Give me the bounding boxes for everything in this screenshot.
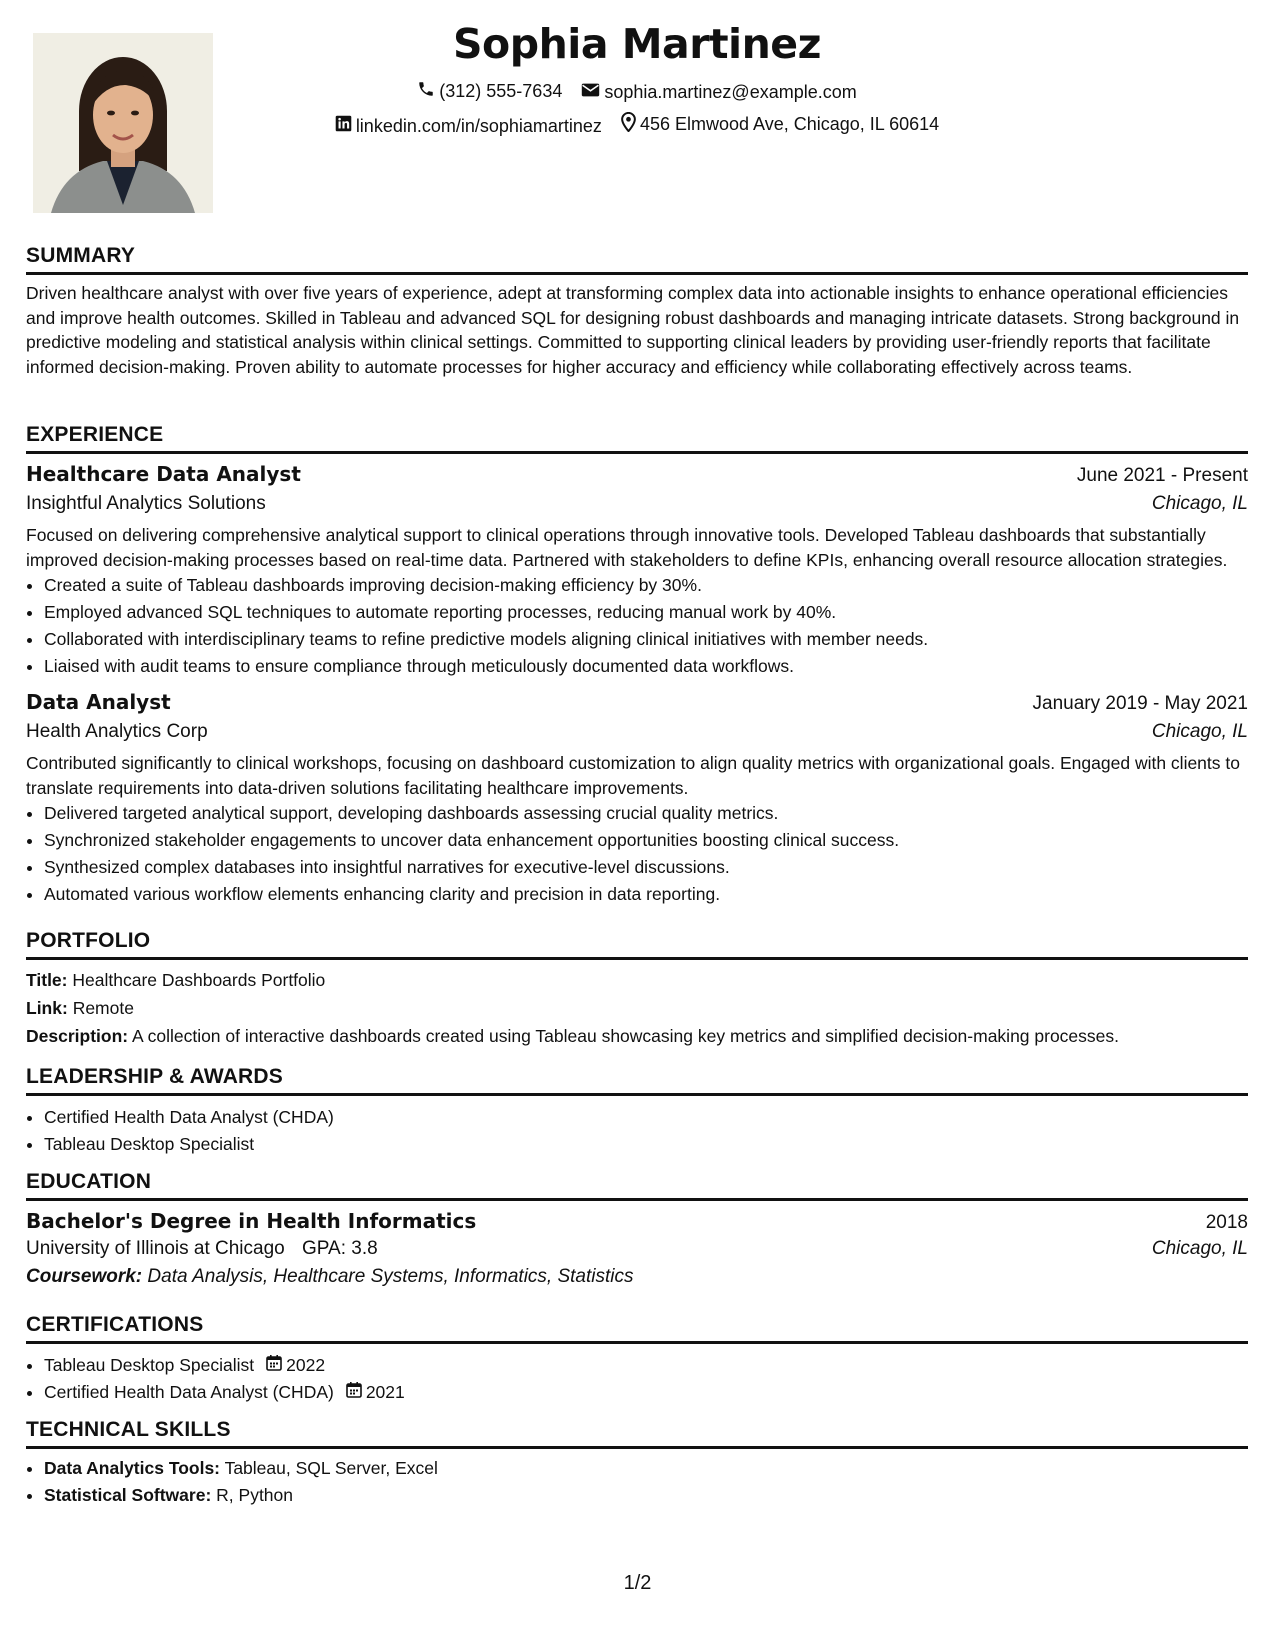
list-item: • Synchronized stakeholder engagements to uncover data enhancement opportunities boosting clinical success. <box>44 827 1248 854</box>
leadership-section <box>26 1065 1248 1158</box>
list-item: • Synthesized complex databases into insightful narratives for executive-level discussions. <box>44 854 1248 881</box>
portfolio-title-row <box>26 966 1248 994</box>
list-item: • Liaised with audit teams to ensure compliance through meticulously documented data workflows. <box>44 653 1248 680</box>
section-title: EXPERIENCE <box>26 423 1248 454</box>
contact-line-secondary <box>26 112 1248 137</box>
portfolio-link-row <box>26 994 1248 1022</box>
email-text: sophia.martinez@example.com <box>604 82 857 102</box>
certification-year: 2021 <box>365 1382 405 1402</box>
school-location: Chicago, IL <box>1151 1238 1248 1259</box>
job-dates: June 2021 - Present <box>1076 465 1248 486</box>
list-item <box>44 1352 1248 1379</box>
section-title: SUMMARY <box>26 244 1248 275</box>
job-location: Chicago, IL <box>1151 721 1248 742</box>
job-title: Healthcare Data Analyst <box>26 462 301 486</box>
summary-text: Driven healthcare analyst with over five years of experience, adept at transforming complex data into actionable insights to enhance operational efficiencies and improve health outcomes. Skilled in Tableau and advanced SQL for designing robust dashboards and managing intricate datasets. Strong background in predictive modeling and statistical analysis within clinical settings. Committed to supporting clinical leaders by providing user-friendly reports that facilitate informed decision-making. Proven ability to automate processes for higher accuracy and efficiency while collaborating effectively across teams. <box>26 283 1240 377</box>
portfolio-title-value: Healthcare Dashboards Portfolio <box>72 970 326 990</box>
list-item: • Tableau Desktop Specialist <box>44 1131 1248 1158</box>
address-contact <box>621 112 939 137</box>
portfolio-description-row <box>26 1022 1248 1050</box>
skills-section <box>26 1418 1248 1509</box>
certification-name: • Certified Health Data Analyst (CHDA) <box>44 1382 334 1402</box>
linkedin-text: linkedin.com/in/sophiamartinez <box>355 115 602 136</box>
email-contact[interactable] <box>581 82 856 103</box>
coursework-row <box>26 1266 1248 1288</box>
degree-title: Bachelor's Degree in Health Informatics <box>26 1209 477 1233</box>
portfolio-section <box>26 929 1248 1050</box>
portfolio-description-value: A collection of interactive dashboards created using Tableau showcasing key metrics and simplified decision-making processes. <box>132 1026 1120 1046</box>
envelope-icon <box>581 82 604 103</box>
job-location: Chicago, IL <box>1151 493 1248 514</box>
map-pin-icon <box>621 112 640 137</box>
linkedin-icon <box>335 115 356 137</box>
certifications-section <box>26 1313 1248 1406</box>
job-entry <box>26 690 1248 908</box>
certification-name: • Tableau Desktop Specialist <box>44 1355 255 1375</box>
section-title: PORTFOLIO <box>26 929 1248 960</box>
gpa: GPA: 3.8 <box>302 1238 378 1259</box>
contact-line-primary <box>26 80 1248 103</box>
awards-list <box>26 1104 1248 1158</box>
list-item: • Delivered targeted analytical support, developing dashboards assessing crucial quality metrics. <box>44 800 1248 827</box>
job-description: Contributed significantly to clinical workshops, focusing on dashboard customization to align quality metrics with organizational goals. Engaged with clients to translate requirements into data-driven solutions facilitating healthcare improvements. <box>26 753 1240 798</box>
job-description: Focused on delivering comprehensive analytical support to clinical operations through innovative tools. Developed Tableau dashboards that substantially improved decision-making processes based on real-time data. Partnered with stakeholders to define KPIs, enhancing overall resource allocation strategies. <box>26 525 1228 570</box>
education-section <box>26 1170 1248 1288</box>
certification-year: 2022 <box>286 1355 326 1375</box>
job-dates: January 2019 - May 2021 <box>1032 693 1248 714</box>
list-item <box>44 1379 1248 1406</box>
section-title: CERTIFICATIONS <box>26 1313 1248 1344</box>
address-text: 456 Elmwood Ave, Chicago, IL 60614 <box>639 114 940 134</box>
phone-icon <box>417 80 439 103</box>
job-bullets <box>26 800 1248 908</box>
job-title: Data Analyst <box>26 690 171 714</box>
list-item <box>44 1455 1248 1482</box>
portfolio-title-label: Title: <box>26 970 68 990</box>
portfolio-link-value[interactable]: Remote <box>72 998 134 1018</box>
coursework-value: Data Analysis, Healthcare Systems, Informatics, Statistics <box>147 1266 634 1287</box>
certifications-list <box>26 1352 1248 1406</box>
list-item: • Certified Health Data Analyst (CHDA) <box>44 1104 1248 1131</box>
skills-list <box>26 1455 1248 1509</box>
skill-value: Tableau, SQL Server, Excel <box>224 1458 438 1478</box>
list-item: • Created a suite of Tableau dashboards improving decision-making efficiency by 30%. <box>44 572 1248 599</box>
linkedin-contact[interactable] <box>335 115 602 137</box>
experience-section <box>26 423 1248 908</box>
job-entry <box>26 462 1248 680</box>
portfolio-link-label: Link: <box>26 998 68 1018</box>
skill-label: Data Analytics Tools: <box>44 1458 221 1478</box>
phone-contact[interactable] <box>417 80 562 103</box>
calendar-icon <box>346 1379 366 1406</box>
section-title: LEADERSHIP & AWARDS <box>26 1065 1248 1096</box>
company-name: Insightful Analytics Solutions <box>26 493 266 514</box>
section-title: TECHNICAL SKILLS <box>26 1418 1248 1449</box>
graduation-year: 2018 <box>1205 1212 1248 1233</box>
list-item: • Employed advanced SQL techniques to automate reporting processes, reducing manual work by 40%. <box>44 599 1248 626</box>
resume-page <box>26 0 1248 1650</box>
calendar-icon <box>266 1352 286 1379</box>
list-item <box>44 1482 1248 1509</box>
skill-label: Statistical Software: <box>44 1485 212 1505</box>
company-name: Health Analytics Corp <box>26 721 208 742</box>
list-item: • Collaborated with interdisciplinary teams to refine predictive models aligning clinical initiatives with member needs. <box>44 626 1248 653</box>
summary-section <box>26 244 1248 379</box>
phone-text: (312) 555-7634 <box>439 81 563 101</box>
coursework-label: Coursework: <box>26 1266 143 1287</box>
section-title: EDUCATION <box>26 1170 1248 1201</box>
candidate-name: Sophia Martinez <box>453 20 821 68</box>
skill-value: R, Python <box>216 1485 294 1505</box>
portfolio-description-label: Description: <box>26 1026 129 1046</box>
job-bullets <box>26 572 1248 680</box>
school-name: University of Illinois at Chicago <box>26 1238 285 1259</box>
list-item: • Automated various workflow elements enhancing clarity and precision in data reporting. <box>44 881 1248 908</box>
page-number: 1/2 <box>623 1572 652 1594</box>
